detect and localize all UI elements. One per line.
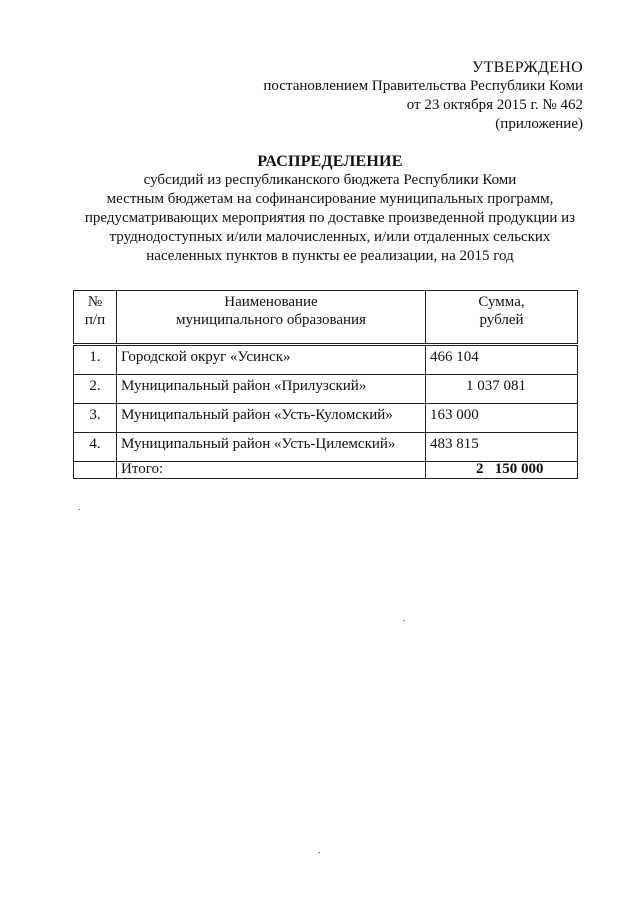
scan-speck [403, 620, 405, 621]
heading-line: населенных пунктов в пункты ее реализации, на 2015 год [146, 248, 514, 264]
total-row [74, 462, 578, 479]
row-name: Городской округ «Усинск» [117, 345, 426, 375]
approval-stamp: УТВЕРЖДЕНО [471, 59, 583, 76]
row-sum: 1 037 081 [426, 375, 578, 404]
header-sum-line: Сумма, [478, 294, 525, 310]
document-title: РАСПРЕДЕЛЕНИЕ [257, 153, 403, 170]
row-name: Муниципальный район «Усть-Цилемский» [117, 433, 426, 462]
header-name [117, 291, 426, 345]
heading-line: труднодоступных и/или малочисленных, и/или отдаленных сельских [109, 229, 551, 245]
total-sum: 2 150 000 [426, 462, 578, 479]
total-num [74, 462, 117, 479]
total-label: Итого: [117, 462, 426, 479]
scan-speck [78, 509, 80, 510]
row-name: Муниципальный район «Прилузский» [117, 375, 426, 404]
row-sum: 466 104 [426, 345, 578, 375]
table-row [74, 404, 578, 433]
row-num: 1. [74, 345, 117, 375]
header-num-line: п/п [84, 312, 106, 328]
heading-line: предусматривающих мероприятия по доставке произведенной продукции из [84, 210, 576, 226]
table-row [74, 375, 578, 404]
table-row [74, 345, 578, 375]
row-sum: 483 815 [426, 433, 578, 462]
document-heading [70, 152, 590, 266]
approval-line-appendix: (приложение) [495, 116, 583, 132]
distribution-table [73, 290, 578, 479]
heading-line: местным бюджетам на софинансирование муниципальных программ, [106, 191, 554, 207]
header-name-line: Наименование [224, 294, 318, 310]
header-sum-line: рублей [479, 312, 524, 328]
row-num: 3. [74, 404, 117, 433]
scan-speck [318, 852, 320, 853]
header-name-line: муниципального образования [176, 312, 366, 328]
table-row [74, 433, 578, 462]
approval-block [263, 58, 583, 134]
approval-line-date: от 23 октября 2015 г. № 462 [406, 97, 583, 113]
table-header-row [74, 291, 578, 345]
header-num [74, 291, 117, 345]
row-sum: 163 000 [426, 404, 578, 433]
heading-line: субсидий из республиканского бюджета Республики Коми [143, 172, 517, 188]
header-num-line: № [87, 294, 103, 310]
approval-line-decree: постановлением Правительства Республики Коми [263, 78, 583, 94]
row-num: 2. [74, 375, 117, 404]
header-sum [426, 291, 578, 345]
row-name: Муниципальный район «Усть-Куломский» [117, 404, 426, 433]
row-num: 4. [74, 433, 117, 462]
